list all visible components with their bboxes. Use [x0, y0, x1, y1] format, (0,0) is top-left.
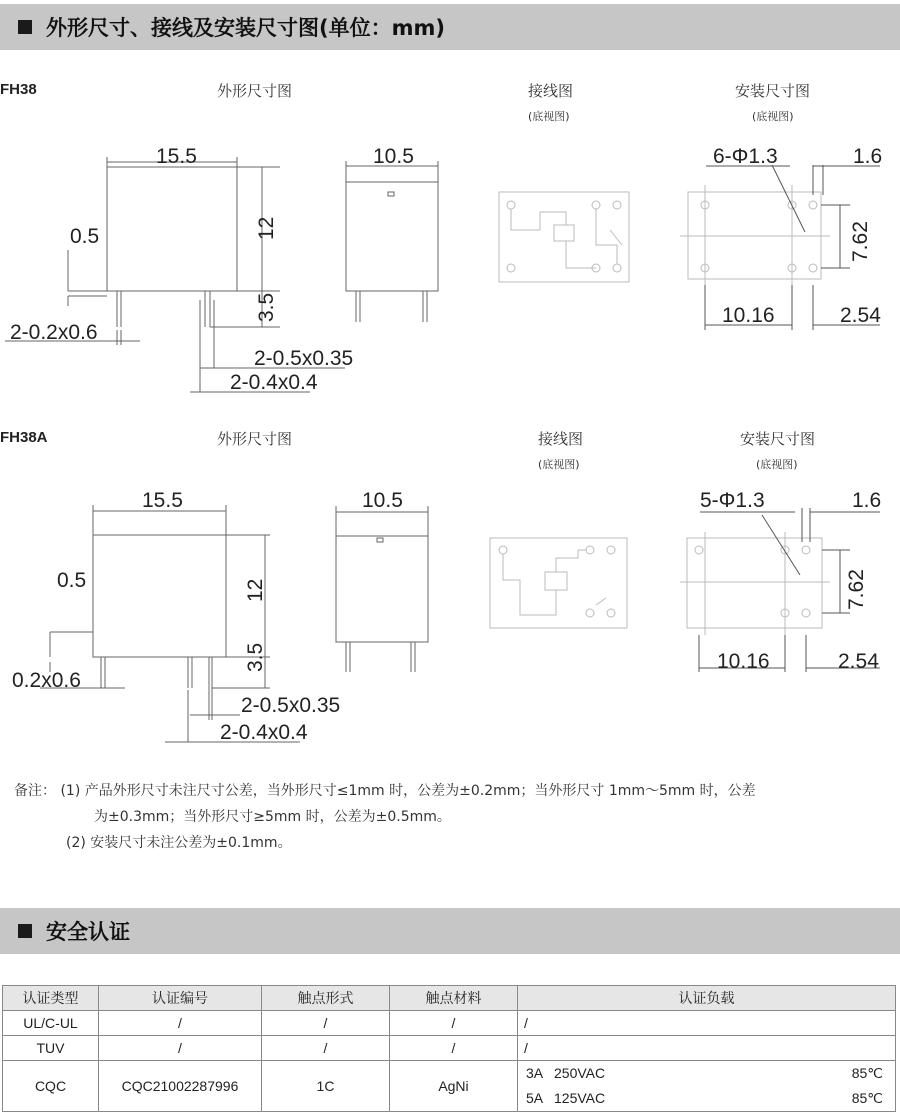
dim-pin-b: 2-0.5x0.35	[241, 694, 341, 717]
cert-code: CQC21002287996	[99, 1061, 262, 1112]
column-header: 认证编号	[99, 986, 262, 1011]
load-value: 3A 250VAC	[526, 1065, 606, 1081]
cert-type: CQC	[3, 1061, 99, 1112]
dim-span: 10.16	[717, 650, 770, 673]
cert-load: /	[518, 1036, 896, 1061]
load-value: 5A 125VAC	[526, 1090, 606, 1106]
fh38a-outline-side-view	[336, 506, 428, 672]
note-2-text: 安装尺寸未注公差为±0.1mm。	[90, 835, 292, 851]
cert-load: /	[518, 1011, 896, 1036]
cert-type: UL/C-UL	[3, 1011, 99, 1036]
install-caption: 安装尺寸图	[740, 430, 816, 448]
wiring-subcaption: (底视图)	[528, 110, 570, 123]
section-title: 安全认证	[46, 920, 130, 944]
dim-row: 7.62	[845, 569, 868, 610]
fh38a-drawings	[0, 420, 900, 760]
load-temperature: 85℃	[851, 1065, 883, 1081]
fh38-install-diagram	[680, 185, 830, 285]
wiring-caption: 接线图	[538, 430, 584, 448]
outline-caption: 外形尺寸图	[217, 82, 293, 100]
contact-form: 1C	[262, 1061, 390, 1112]
notes-label: 备注：	[14, 783, 56, 799]
load-line	[526, 1086, 895, 1111]
dim-pin-length: 3.5	[244, 642, 267, 672]
dim-height: 12	[255, 216, 278, 240]
dim-pin-b: 2-0.5x0.35	[254, 347, 354, 370]
cert-code: /	[99, 1036, 262, 1061]
note-1-line-2: 为±0.3mm；当外形尺寸≥5mm 时，公差为±0.5mm。	[94, 809, 451, 825]
dim-edge: 1.6	[853, 145, 883, 168]
table-row	[3, 1036, 896, 1061]
dim-pitch: 2.54	[838, 650, 879, 673]
column-header: 触点材料	[390, 986, 518, 1011]
fh38a-install-diagram	[680, 532, 830, 635]
contact-material: /	[390, 1036, 518, 1061]
cert-type: TUV	[3, 1036, 99, 1061]
install-subcaption: (底视图)	[752, 110, 794, 123]
install-caption: 安装尺寸图	[735, 82, 811, 100]
fh38-drawings	[0, 0, 900, 420]
install-subcaption: (底视图)	[756, 458, 798, 471]
dim-pin-a: 2-0.2x0.6	[10, 321, 98, 344]
dim-depth: 10.5	[362, 489, 403, 512]
contact-form: /	[262, 1011, 390, 1036]
load-temperature: 85℃	[851, 1090, 883, 1106]
note-1-number: (1)	[60, 783, 81, 799]
load-line	[526, 1061, 895, 1086]
note-2	[14, 830, 894, 856]
certification-table	[2, 985, 896, 1112]
note-2-number: (2)	[66, 835, 86, 851]
table-row	[3, 1011, 896, 1036]
dim-height: 12	[244, 578, 267, 602]
fh38a-wiring-diagram	[490, 538, 627, 628]
dim-width: 15.5	[142, 489, 183, 512]
dim-edge: 1.6	[852, 489, 882, 512]
contact-form: /	[262, 1036, 390, 1061]
column-header: 认证负载	[518, 986, 896, 1011]
dim-holes: 6-Φ1.3	[713, 145, 778, 168]
wiring-caption: 接线图	[528, 82, 574, 100]
fh38-wiring-diagram	[499, 192, 629, 282]
cert-load	[518, 1061, 896, 1112]
table-header-row	[3, 986, 896, 1011]
dim-row: 7.62	[849, 221, 872, 262]
note-1-line-1	[14, 778, 894, 804]
square-bullet-icon	[18, 924, 32, 938]
dim-pin-length: 3.5	[255, 292, 278, 322]
contact-material: /	[390, 1011, 518, 1036]
model-label-fh38a: FH38A	[0, 429, 48, 446]
dim-pitch: 2.54	[840, 304, 881, 327]
note-1-text: 产品外形尺寸未注尺寸公差，当外形尺寸≤1mm 时，公差为±0.2mm；当外形尺寸 1mm～5mm 时，公差	[84, 783, 756, 799]
model-label-fh38: FH38	[0, 81, 37, 98]
wiring-subcaption: (底视图)	[538, 458, 580, 471]
dim-holes: 5-Φ1.3	[700, 489, 765, 512]
column-header: 触点形式	[262, 986, 390, 1011]
dim-standoff: 0.5	[57, 569, 87, 592]
dim-pin-c: 2-0.4x0.4	[220, 721, 308, 744]
table-row	[3, 1061, 896, 1112]
contact-material: AgNi	[390, 1061, 518, 1112]
dim-width: 15.5	[156, 145, 197, 168]
dim-depth: 10.5	[373, 145, 414, 168]
dim-span: 10.16	[722, 304, 775, 327]
dim-standoff: 0.5	[70, 225, 100, 248]
notes-block	[14, 778, 894, 856]
dim-pin-c: 2-0.4x0.4	[230, 371, 318, 394]
outline-caption: 外形尺寸图	[217, 430, 293, 448]
dim-pin-a: 0.2x0.6	[12, 669, 81, 692]
section-title: 外形尺寸、接线及安装尺寸图(单位：mm)	[46, 16, 445, 40]
fh38-outline-side-view	[346, 161, 438, 322]
column-header: 认证类型	[3, 986, 99, 1011]
section-header-certification	[0, 908, 900, 954]
cert-code: /	[99, 1011, 262, 1036]
